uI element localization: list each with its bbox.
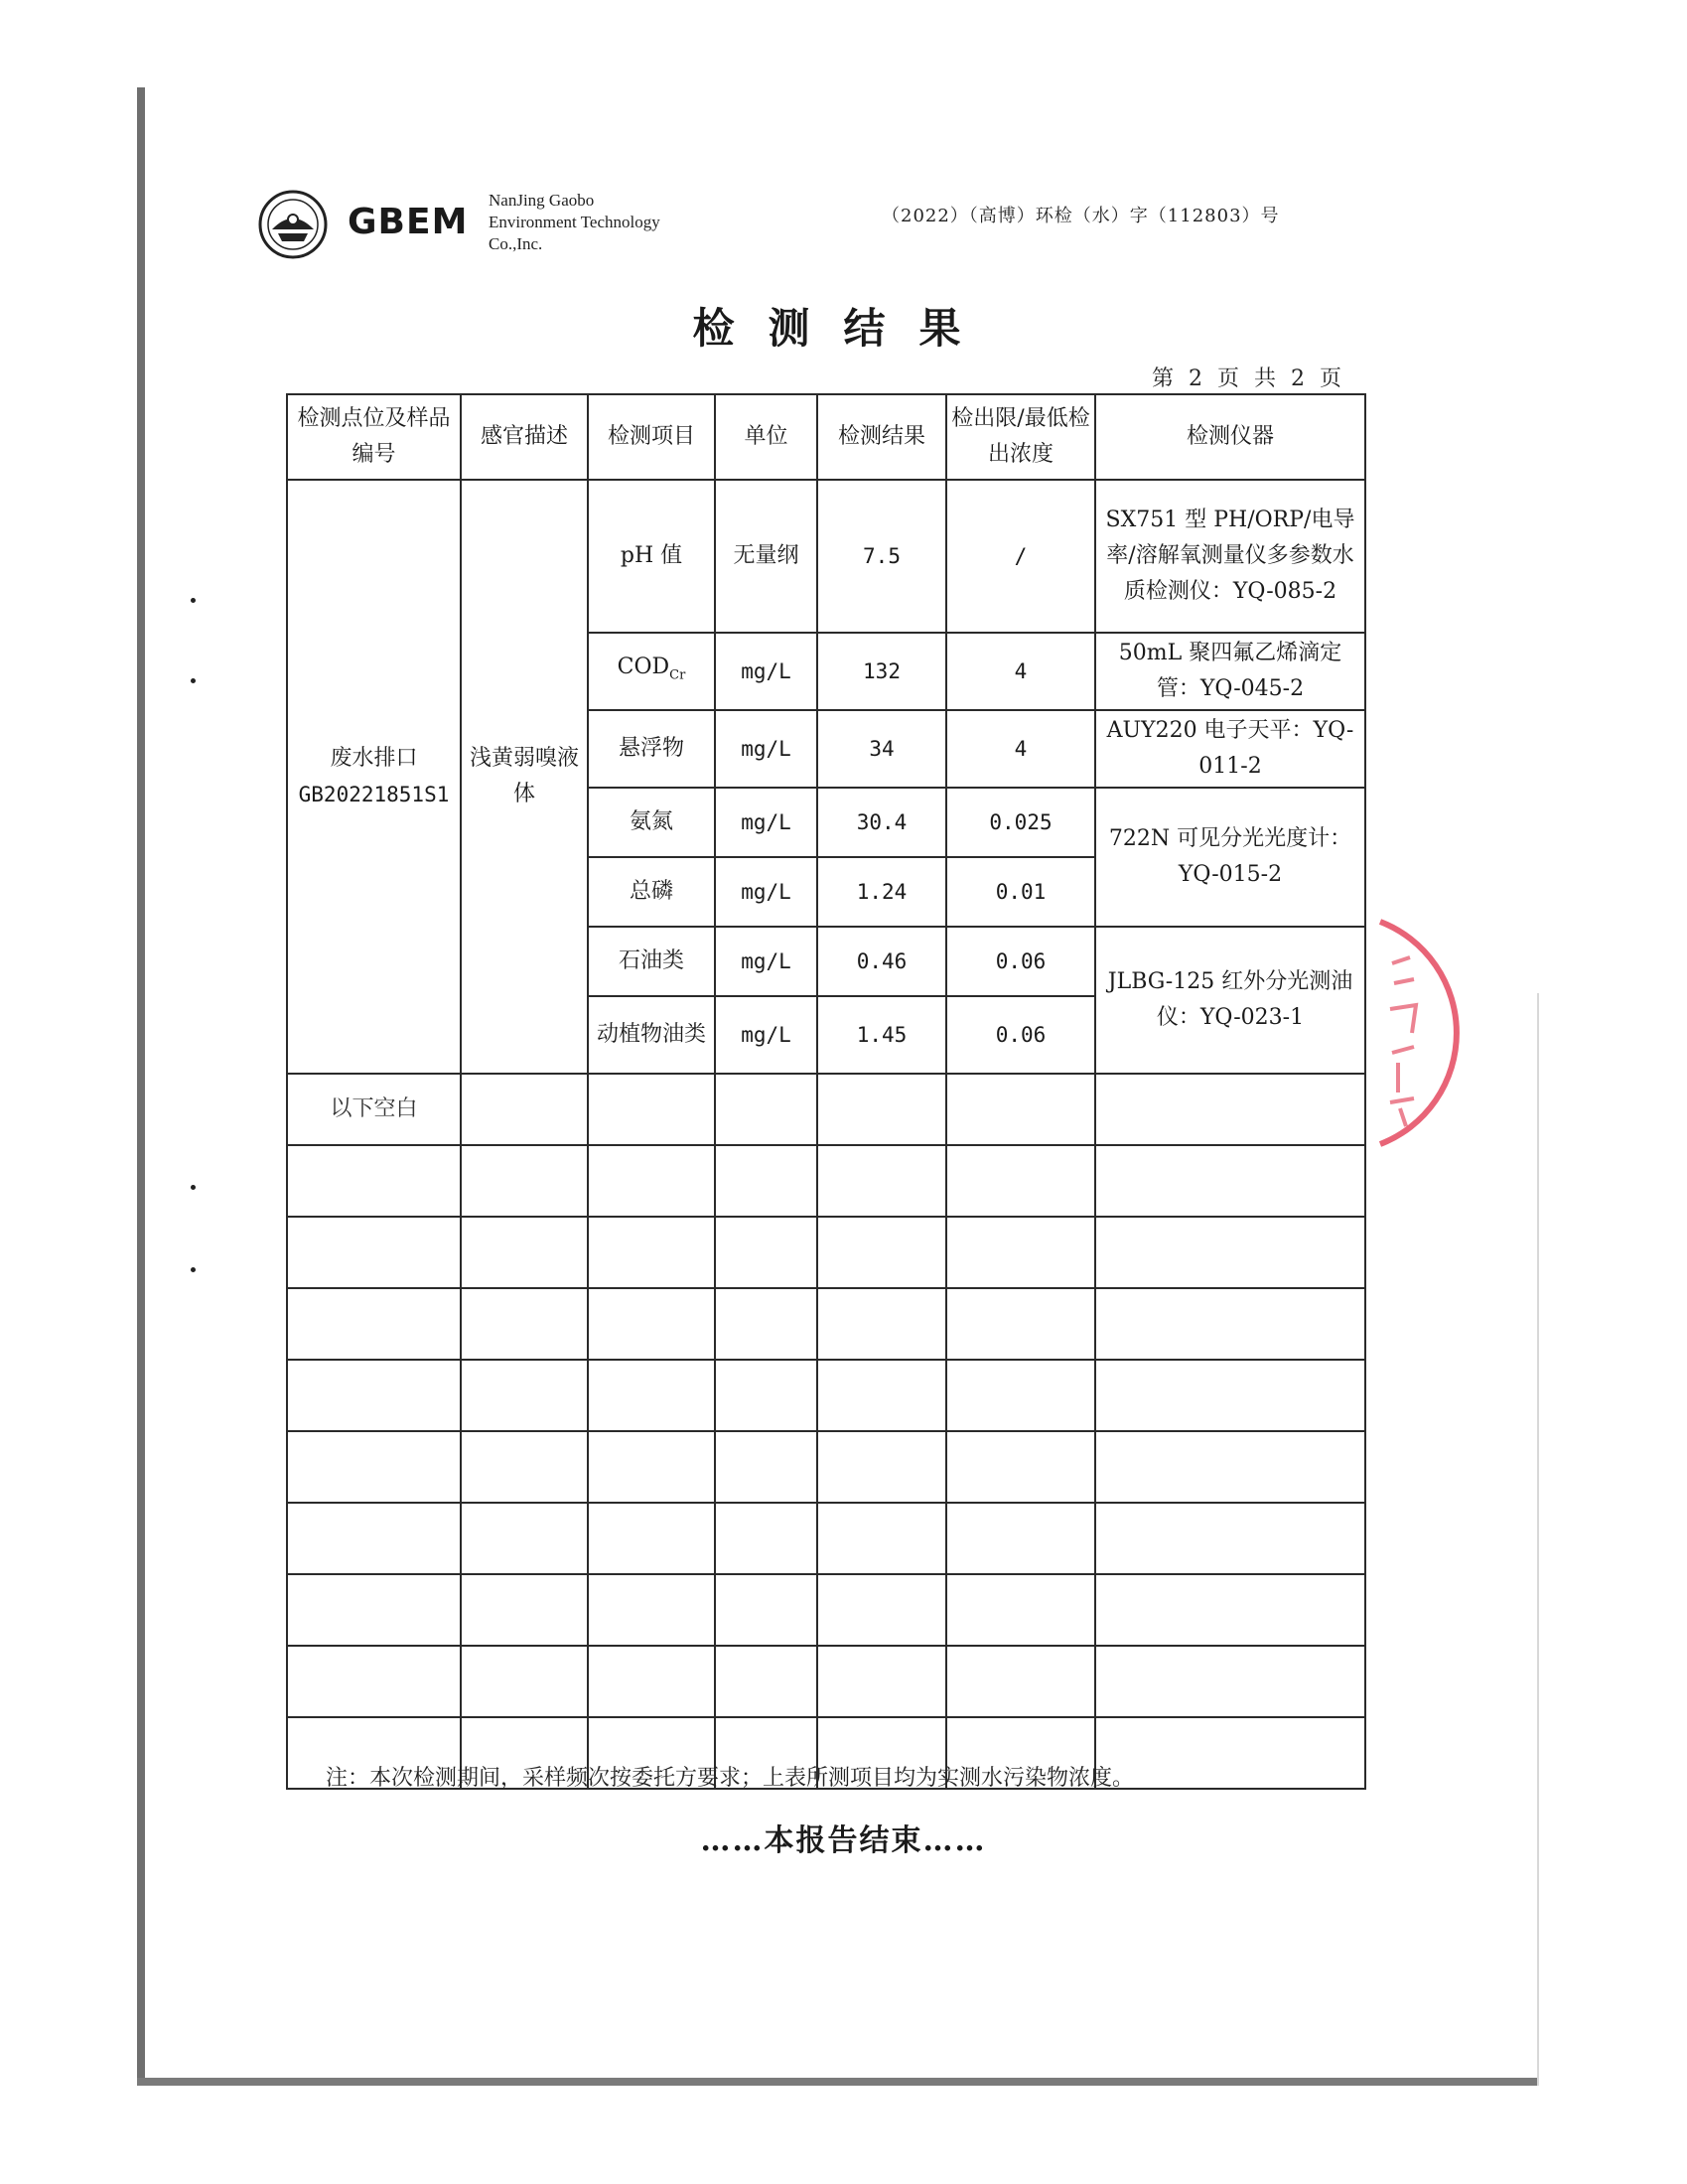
header-point: 检测点位及样品编号 [287,394,461,480]
binding-dot [191,598,196,603]
empty-row [287,1646,1365,1717]
table-row [287,480,1365,633]
header-result: 检测结果 [817,394,946,480]
limit-cell: 0.01 [946,857,1095,927]
item-cod: COD [617,654,670,679]
logo-wordmark: GBEM [348,202,469,242]
official-seal-stamp [1370,914,1489,1152]
item-cell: 总磷 [588,857,715,927]
table-header-row [287,394,1365,480]
scan-bottom-edge [137,2078,1539,2086]
company-emblem-icon [258,190,328,259]
empty-row [287,1503,1365,1574]
footnote: 注：本次检测期间，采样频次按委托方要求；上表所测项目均为实测水污染物浓度。 [326,1766,1135,1791]
scan-right-edge [1537,993,1539,2086]
instrument-cell: JLBG-125 红外分光测油仪：YQ-023-1 [1095,927,1365,1074]
header-unit: 单位 [715,394,817,480]
limit-cell: / [946,480,1095,633]
limit-cell: 0.06 [946,927,1095,996]
instrument-cell: AUY220 电子天平：YQ-011-2 [1095,710,1365,788]
instrument-cell: SX751 型 PH/ORP/电导率/溶解氧测量仪多参数水质检测仪：YQ-085-2 [1095,480,1365,633]
header-limit: 检出限/最低检出浓度 [946,394,1095,480]
unit-cell: 无量纲 [715,480,817,633]
result-cell: 34 [817,710,946,788]
item-cod-subscript: Cr [669,667,686,683]
results-table [286,393,1366,1790]
item-cell: pH 值 [588,480,715,633]
item-cell: 动植物油类 [588,996,715,1074]
unit-cell: mg/L [715,996,817,1074]
empty-row [287,1574,1365,1646]
item-cell: 氨氮 [588,788,715,857]
company-line: Co.,Inc. [489,234,543,253]
sample-point-cell [287,480,461,1074]
unit-cell: mg/L [715,633,817,710]
result-cell: 30.4 [817,788,946,857]
report-number: （2022）（高博）环检（水）字（112803）号 [882,206,1280,226]
limit-cell: 0.06 [946,996,1095,1074]
binding-dot [191,1267,196,1272]
sample-id: GB20221851S1 [298,783,450,806]
unit-cell: mg/L [715,927,817,996]
scan-left-edge [137,87,145,2084]
result-cell: 1.45 [817,996,946,1074]
header-instrument: 检测仪器 [1095,394,1365,480]
sample-point: 废水排口 [330,746,418,771]
header-item: 检测项目 [588,394,715,480]
result-cell: 0.46 [817,927,946,996]
empty-row [287,1431,1365,1503]
empty-row [287,1360,1365,1431]
result-cell: 132 [817,633,946,710]
binding-dot [191,678,196,683]
unit-cell: mg/L [715,857,817,927]
result-cell: 7.5 [817,480,946,633]
instrument-cell: 50mL 聚四氟乙烯滴定管：YQ-045-2 [1095,633,1365,710]
company-line: NanJing Gaobo [489,191,595,210]
unit-cell: mg/L [715,788,817,857]
page-indicator: 第 2 页 共 2 页 [1152,366,1345,391]
company-line: Environment Technology [489,213,660,231]
limit-cell: 4 [946,710,1095,788]
item-cell [588,633,715,710]
page-title: 检测结果 [692,304,995,353]
item-cell: 石油类 [588,927,715,996]
empty-row [287,1217,1365,1288]
blank-row [287,1074,1365,1145]
header-sensory: 感官描述 [461,394,588,480]
sensory-cell: 浅黄弱嗅液体 [461,480,588,1074]
unit-cell: mg/L [715,710,817,788]
binding-dot [191,1185,196,1190]
company-name [489,190,660,255]
item-cell: 悬浮物 [588,710,715,788]
report-header [258,184,1311,263]
empty-row [287,1288,1365,1360]
blank-label: 以下空白 [287,1074,461,1145]
instrument-cell: 722N 可见分光光度计：YQ-015-2 [1095,788,1365,927]
result-cell: 1.24 [817,857,946,927]
empty-row [287,1145,1365,1217]
limit-cell: 4 [946,633,1095,710]
report-end: ……本报告结束…… [700,1823,987,1858]
limit-cell: 0.025 [946,788,1095,857]
